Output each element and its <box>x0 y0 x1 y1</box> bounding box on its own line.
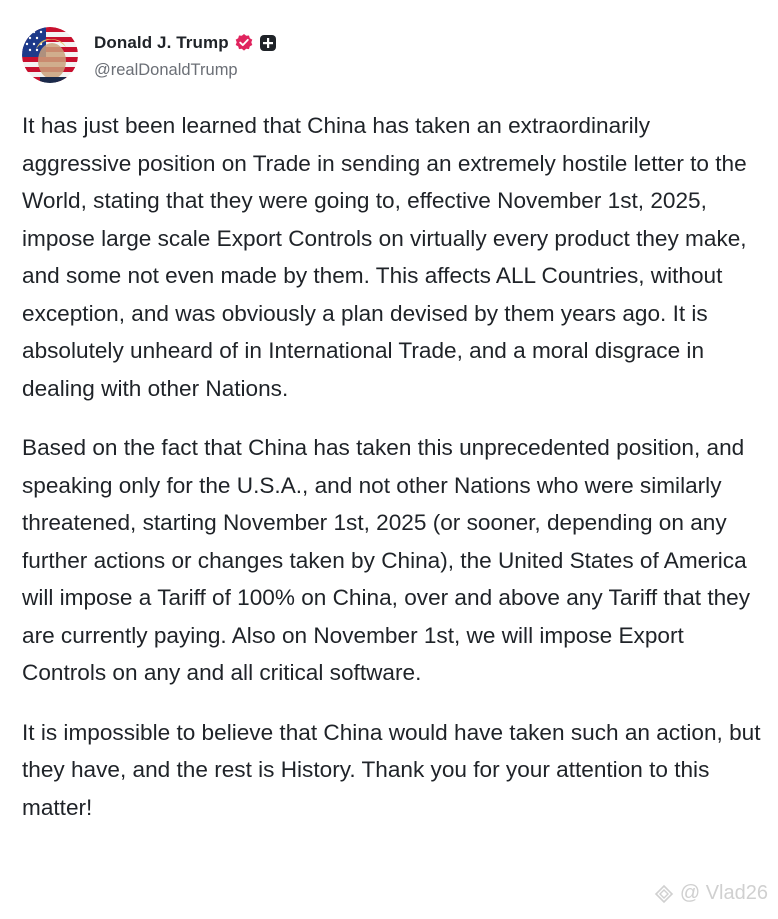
author-handle[interactable]: @realDonaldTrump <box>94 61 238 79</box>
watermark-text: @ Vlad26 <box>679 882 768 904</box>
post-header <box>22 27 277 83</box>
post-paragraph-2: Based on the fact that China has taken this unprecedented position, and speaking only for the U.S.A., and not other Nations who were similarly threatened, starting November 1st, 2025 (or sooner, depending on any further actions or changes taken by China), the United States of America will impose a Tariff of 100% on China, over and above any Tariff that they are currently paying. Also on November 1st, we will impose Export Controls on any and all critical software. <box>22 435 751 685</box>
author-identity <box>94 30 277 80</box>
plus-square-icon[interactable] <box>259 34 277 52</box>
diamond-logo-icon <box>654 884 674 904</box>
watermark <box>654 882 768 905</box>
post-paragraph-1: It has just been learned that China has taken an extraordinarily aggressive position on Trade in sending an extremely hostile letter to the World, stating that they were going to, effective November 1st, 2025, impose large scale Export Controls on virtually every product they make, and some not even made by them. This affects ALL Countries, without exception, and was obviously a plan devised by them years ago. It is absolutely unheard of in International Trade, and a moral disgrace in dealing with other Nations. <box>22 113 747 401</box>
avatar-image <box>22 27 78 83</box>
post-paragraph-3: It is impossible to believe that China would have taken such an action, but they have, and the rest is History. Thank you for your attention to this matter! <box>22 719 761 820</box>
post-body <box>22 107 762 848</box>
verified-badge-icon <box>234 33 254 53</box>
author-display-name[interactable]: Donald J. Trump <box>94 33 229 52</box>
avatar[interactable] <box>22 27 78 83</box>
name-row <box>94 30 277 56</box>
